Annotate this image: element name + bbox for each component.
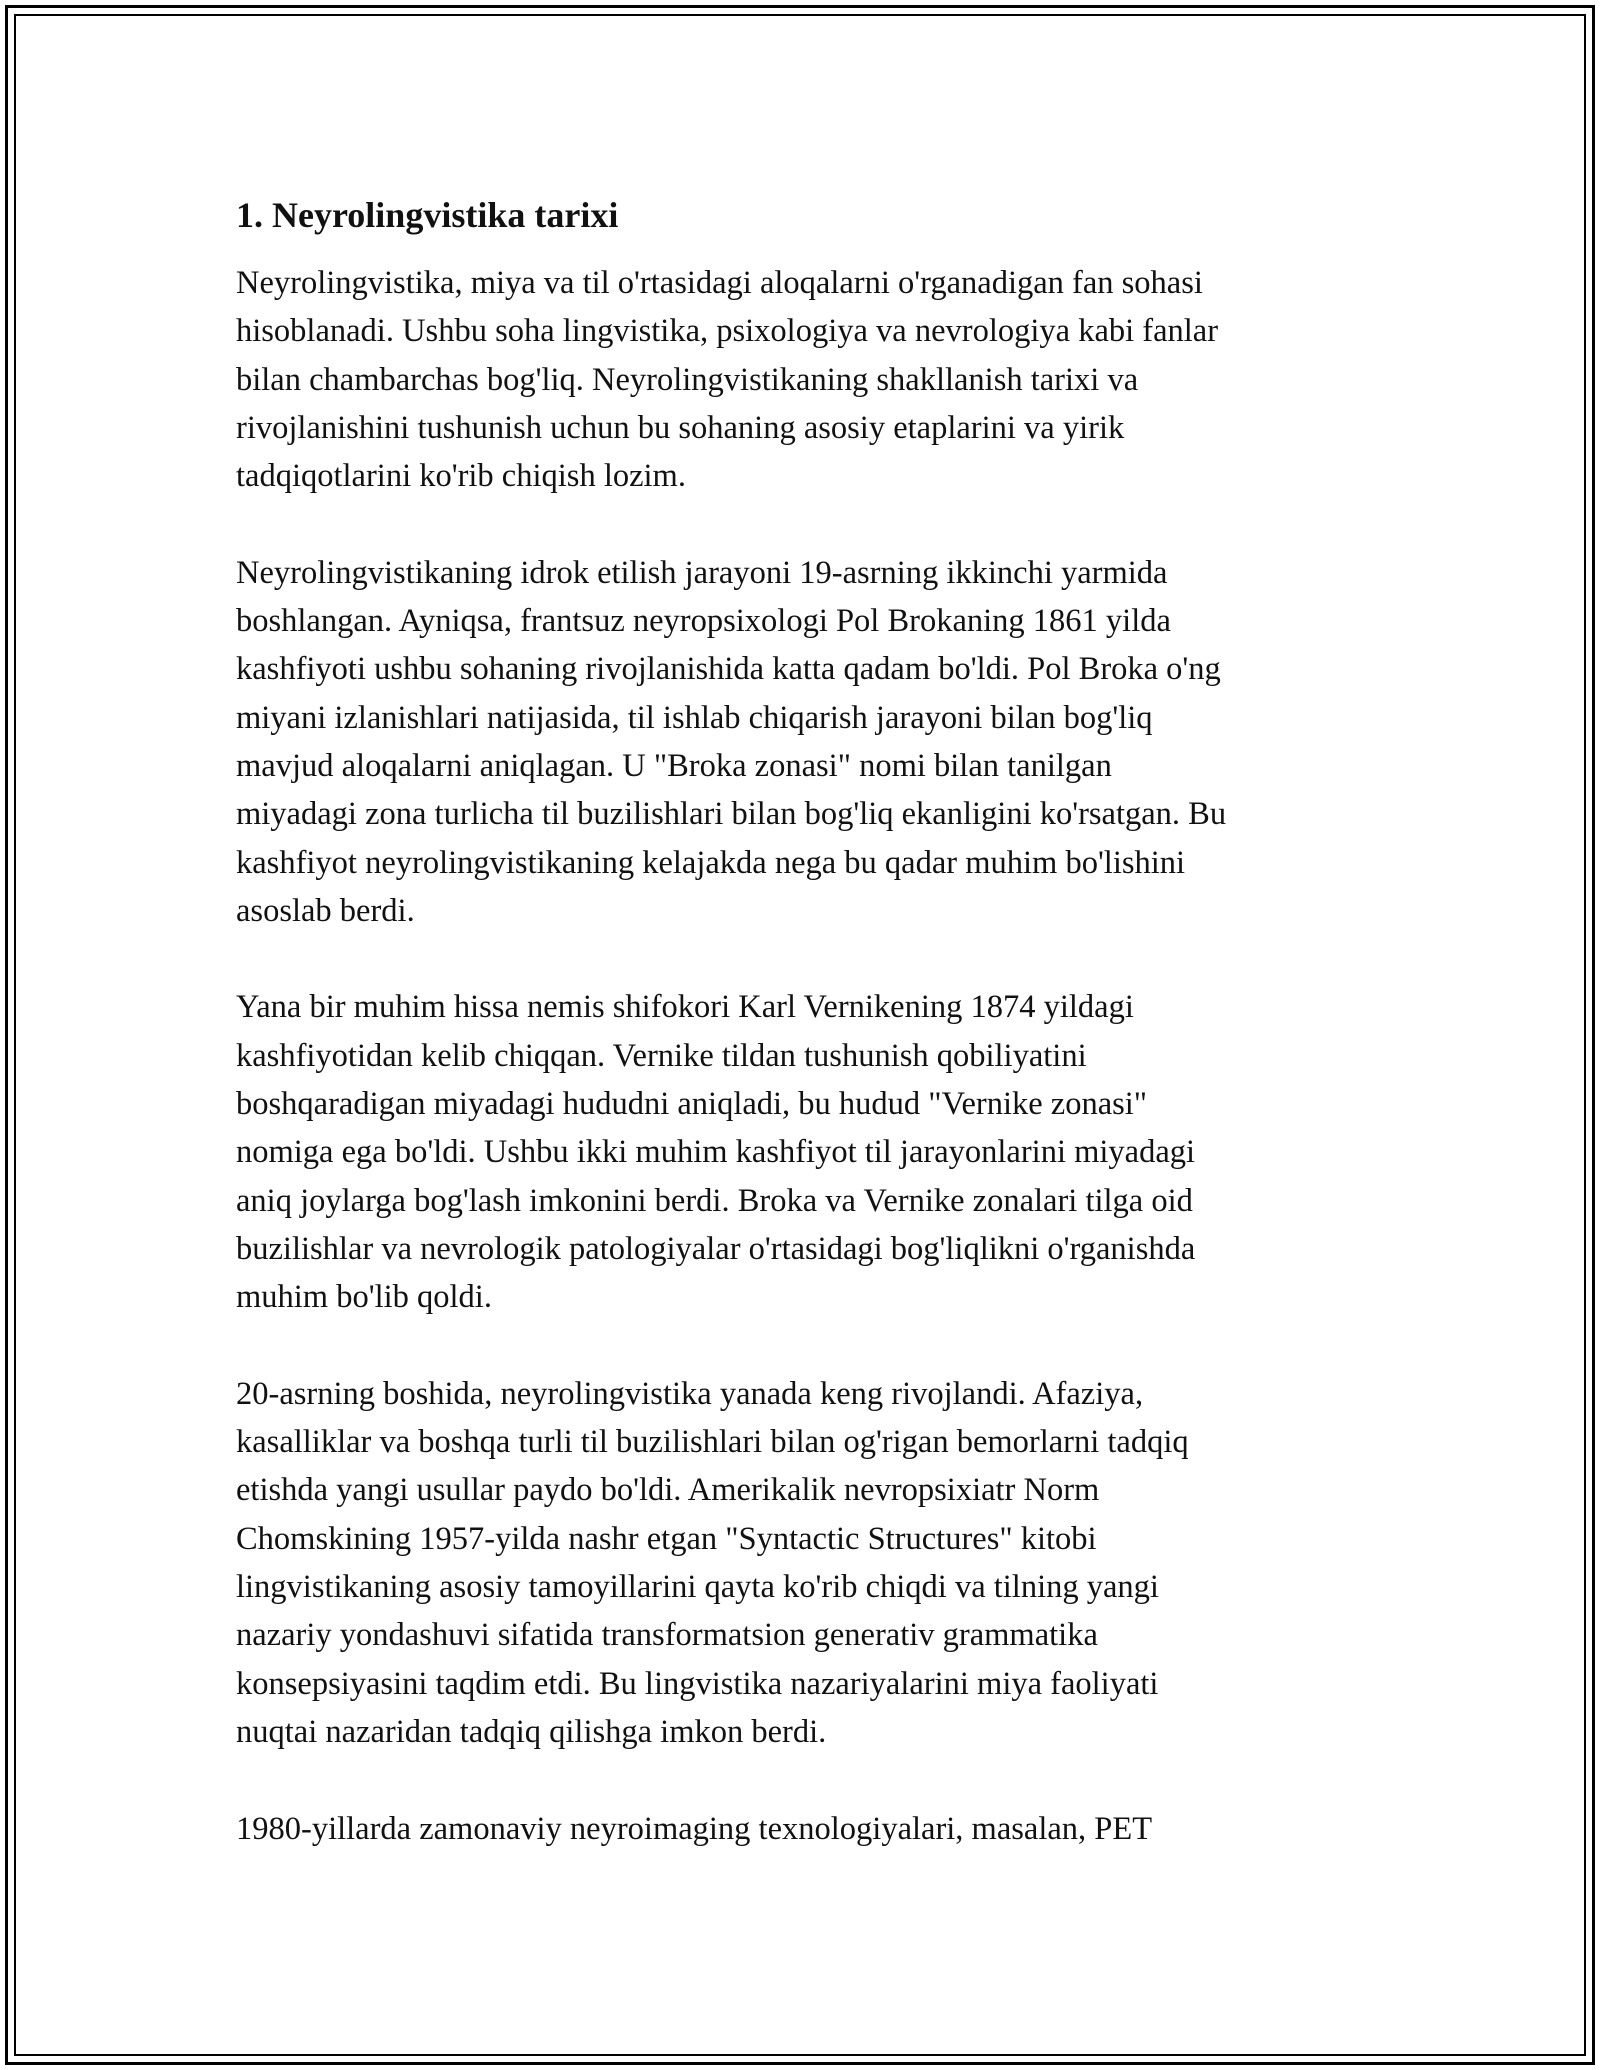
paragraph-2: Neyrolingvistikaning idrok etilish jarayoni 19-asrning ikkinchi yarmida boshlangan. Ayniqsa, frantsuz neyropsixologi Pol Brokaning 1861 yilda kashfiyoti ushbu sohaning rivojlanishida katta qadam bo'ldi. Pol Broka o'ng miyani izlanishlari natijasida, til ishlab chiqarish jarayoni bilan bog'liq mavjud aloqalarni aniqlagan. U "Broka zonasi" nomi bilan tanilgan miyadagi zona turlicha til buzilishlari bilan bog'liq ekanligini ko'rsatgan. Bu kashfiyot neyrolingvistikaning kelajakda nega bu qadar muhim bo'lishini asoslab berdi.: [236, 554, 1227, 929]
paragraph-5: 1980-yillarda zamonaviy neyroimaging texnologiyalari, masalan, PET: [236, 1810, 1153, 1847]
document-body: [236, 185, 1366, 1901]
paragraph-3: Yana bir muhim hissa nemis shifokori Karl Vernikening 1874 yildagi kashfiyotidan kelib chiqqan. Vernike tildan tushunish qobiliyatini boshqaradigan miyadagi hududni aniqladi, bu hudud "Vernike zonasi" nomiga ega bo'ldi. Ushbu ikki muhim kashfiyot til jarayonlarini miyadagi aniq joylarga bog'lash imkonini berdi. Broka va Vernike zonalari tilga oid buzilishlar va nevrologik patologiyalar o'rtasidagi bog'liqlikni o'rganishda muhim bo'lib qoldi.: [236, 989, 1196, 1316]
section-heading: 1. Neyrolingvistika tarixi: [236, 195, 619, 235]
paragraph-1: Neyrolingvistika, miya va til o'rtasidagi aloqalarni o'rganadigan fan sohasi hisoblanadi. Ushbu soha lingvistika, psixologiya va nevrologiya kabi fanlar bilan chambarchas bog'liq. Neyrolingvistikaning shakllanish tarixi va rivojlanishini tushunish uchun bu sohaning asosiy etaplarini va yirik tadqiqotlarini ko'rib chiqish lozim.: [236, 265, 1219, 495]
paragraph-4: 20-asrning boshida, neyrolingvistika yanada keng rivojlandi. Afaziya, kasalliklar va boshqa turli til buzilishlari bilan og'rigan bemorlarni tadqiq etishda yangi usullar paydo bo'ldi. Amerikalik nevropsixiatr Norm Chomskining 1957-yilda nashr etgan "Syntactic Structures" kitobi lingvistikaning asosiy tamoyillarini qayta ko'rib chiqdi va tilning yangi nazariy yondashuvi sifatida transformatsion generativ grammatika konsepsiyasini taqdim etdi. Bu lingvistika nazariyalarini miya faoliyati nuqtai nazaridan tadqiq qilishga imkon berdi.: [236, 1375, 1189, 1750]
